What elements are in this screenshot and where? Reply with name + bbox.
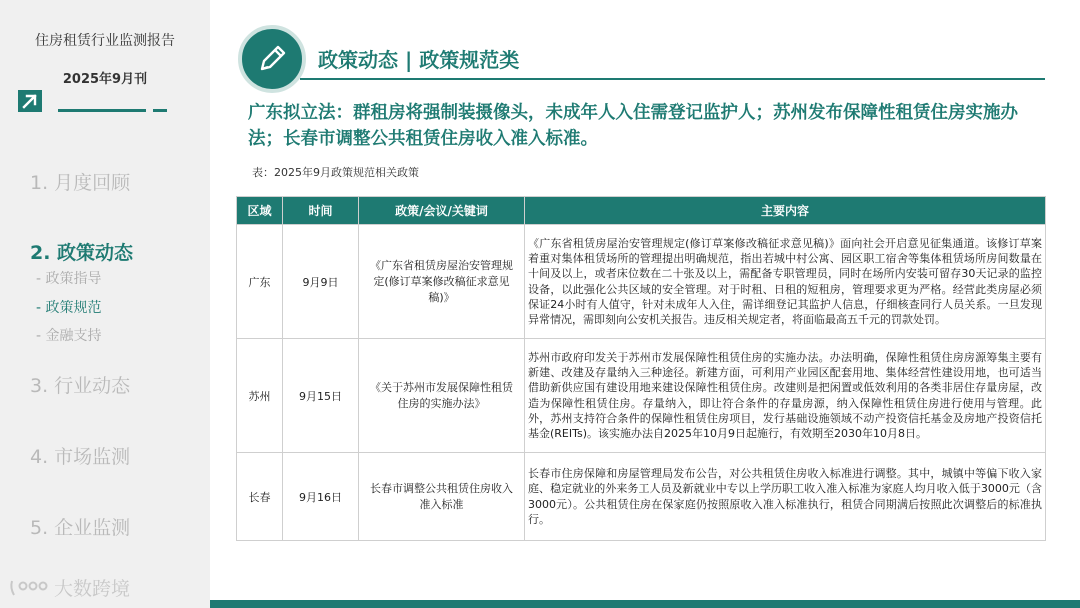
nav-item-market-monitoring[interactable]: 4. 市场监测 (30, 446, 131, 468)
cell-content: 苏州市政府印发关于苏州市发展保障性租赁住房的实施办法。办法明确，保障性租赁住房房源筹集主要有新建、改建及存量纳入三种途径。新建方面，可利用产业园区配套用地、集体经营性建设用地，也可适当借助新供应国有建设用地来建设保障性租赁住房。改建则是把闲置或低效利用的各类非居住存量房屋，改造为保障性租赁住房。存量纳入，即让符合条件的存量房源，纳入保障性租赁住房进行使用与管理。此外，苏州支持符合条件的保障性租赁住房项目，发行基础设施领域不动产投资信托基金及房地产投资信托基金(REITs)。该实施办法自2025年10月9日起施行，有效期至2030年10月8日。 (525, 339, 1046, 453)
cell-policy: 长春市调整公共租赁住房收入准入标准 (359, 453, 525, 541)
brand-logo-icon (8, 577, 48, 599)
report-issue: 2025年9月刊 (62, 72, 148, 87)
table-row (237, 225, 1046, 339)
table-row (237, 339, 1046, 453)
table-caption: 表：2025年9月政策规范相关政策 (252, 166, 419, 179)
cell-region: 广东 (237, 225, 283, 339)
cell-date: 9月9日 (283, 225, 359, 339)
nav-item-industry-dynamics[interactable]: 3. 行业动态 (30, 375, 131, 397)
cell-date: 9月15日 (283, 339, 359, 453)
brand-watermark (8, 574, 130, 601)
bottom-accent-bar (210, 600, 1080, 608)
sidebar-divider-dash (153, 109, 167, 112)
header-content: 主要内容 (525, 197, 1046, 225)
nav-item-policy-dynamics[interactable]: 2. 政策动态 (30, 242, 134, 264)
cell-content: 《广东省租赁房屋治安管理规定(修订草案修改稿征求意见稿)》面向社会开启意见征集通道。该修订草案着重对集体租赁场所的管理提出明确规范，指出若城中村公寓、园区职工宿舍等集体租赁场所房间数量在十间及以上，或者床位数在二十张及以上，需配备专职管理员，同时在场所内安装可留存30天记录的监控设备，以此强化公共区域的安全管理。对于时租、日租的短租房，管理要求更为严格。经营此类房屋必须保证24小时有人值守，针对未成年人入住，需详细登记其监护人信息，仔细核查同行人员关系。一旦发现异常情况，需即刻向公安机关报告。违反相关规定者，将面临最高五千元的罚款处罚。 (525, 225, 1046, 339)
cell-region: 长春 (237, 453, 283, 541)
sub-nav-policy-regulation[interactable]: - 政策规范 (36, 300, 102, 316)
cell-region: 苏州 (237, 339, 283, 453)
report-title: 住房租赁行业监测报告 (35, 33, 175, 49)
page-title: 政策动态 | 政策规范类 (318, 48, 520, 72)
pencil-icon (254, 41, 290, 77)
header-policy: 政策/会议/关键词 (359, 197, 525, 225)
nav-item-enterprise-monitoring[interactable]: 5. 企业监测 (30, 517, 131, 539)
brand-name: 大数跨境 (54, 578, 131, 600)
cell-date: 9月16日 (283, 453, 359, 541)
nav-item-monthly-review[interactable]: 1. 月度回顾 (30, 172, 131, 194)
header-region: 区域 (237, 197, 283, 225)
sidebar-divider (58, 109, 146, 112)
arrow-icon (18, 90, 42, 112)
table-header-row (237, 197, 1046, 225)
header-divider (300, 78, 1045, 80)
header-badge (238, 25, 306, 93)
policy-table (236, 196, 1046, 541)
sidebar (0, 0, 210, 608)
cell-content: 长春市住房保障和房屋管理局发布公告，对公共租赁住房收入标准进行调整。其中，城镇中等偏下收入家庭、稳定就业的外来务工人员及新就业中专以上学历职工收入准入标准为家庭人均月收入低于3000元（含3000元）。公共租赁住房在保家庭仍按照原收入准入标准执行，租赁合同期满后按照此次调整后的标准执行。 (525, 453, 1046, 541)
headline: 广东拟立法：群租房将强制装摄像头，未成年人入住需登记监护人；苏州发布保障性租赁住房实施办法；长春市调整公共租赁住房收入准入标准。 (248, 103, 1018, 149)
sub-nav-financial-support[interactable]: - 金融支持 (36, 328, 102, 344)
cell-policy: 《关于苏州市发展保障性租赁住房的实施办法》 (359, 339, 525, 453)
cell-policy: 《广东省租赁房屋治安管理规定(修订草案修改稿征求意见稿)》 (359, 225, 525, 339)
table-row (237, 453, 1046, 541)
header-date: 时间 (283, 197, 359, 225)
sub-nav-policy-guidance[interactable]: - 政策指导 (36, 271, 102, 287)
